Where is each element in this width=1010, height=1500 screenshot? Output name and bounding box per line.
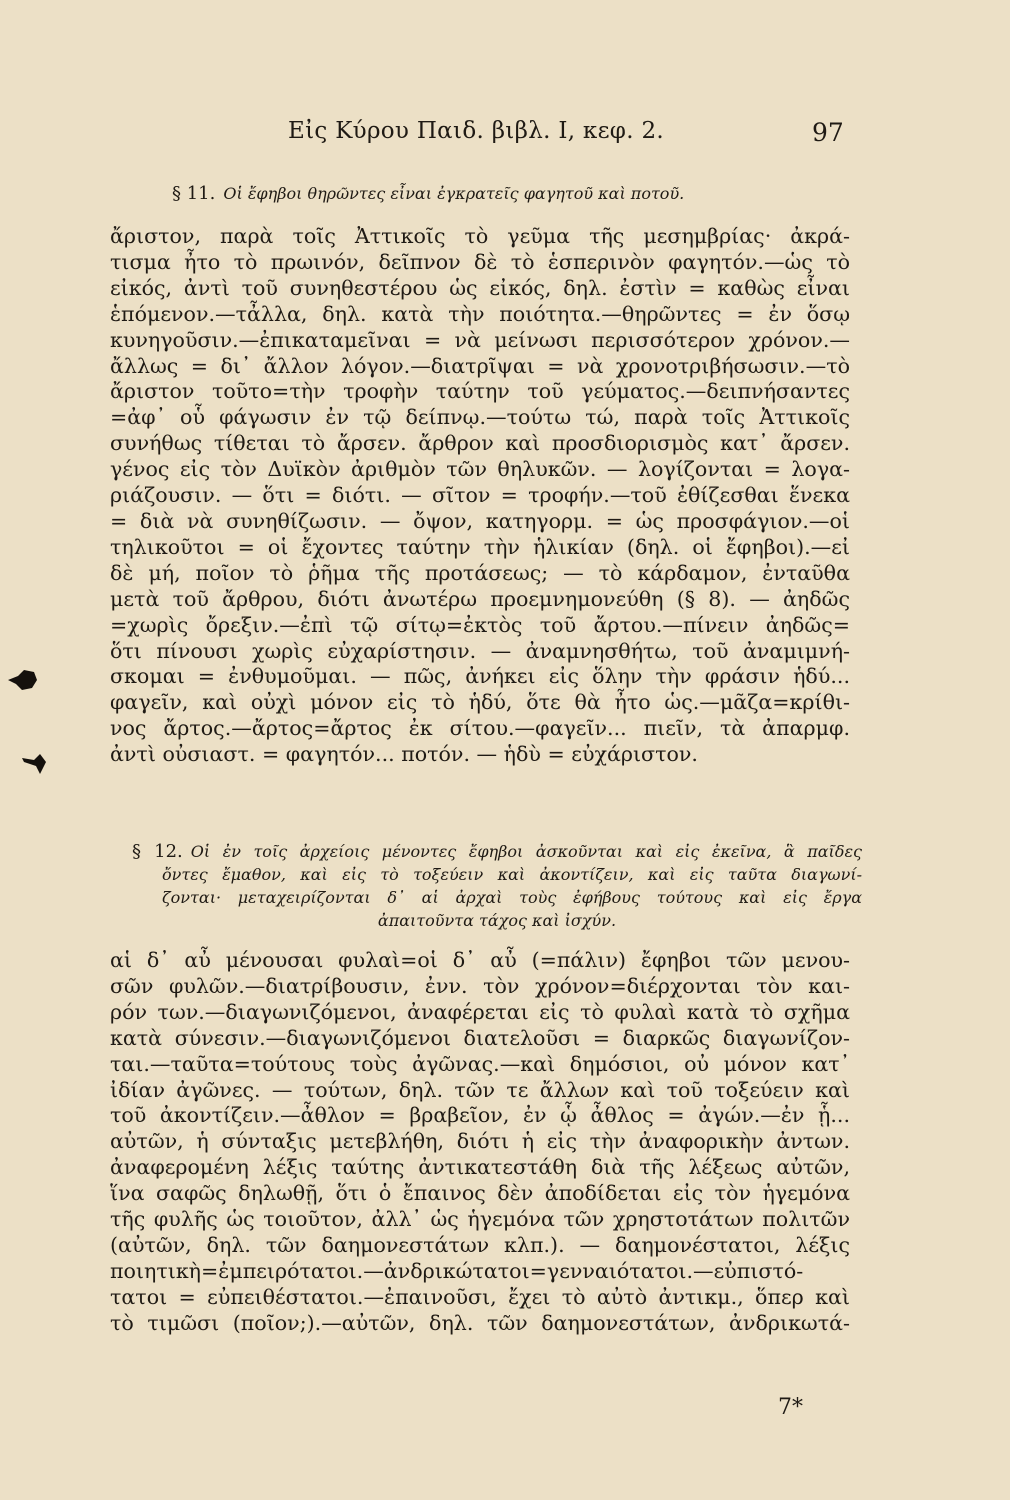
text-line: ἄριστον τοῦτο=τὴν τροφὴν ταύτην τοῦ γεύματος.—δειπνήσαντες <box>110 379 850 404</box>
text-line: ἰδίαν ἀγῶνες. — τούτων, δηλ. τῶν τε ἄλλων καὶ τοῦ τοξεύειν καὶ <box>110 1077 850 1102</box>
text-line: ἀναφερομένη λέξις ταύτης ἀντικατεστάθη διὰ τῆς λέξεως αὐτῶν, <box>110 1155 850 1180</box>
text-line: κυνηγοῦσιν.—ἐπικαταμεῖναι = νὰ μείνωσι περισσότερον χρόνον.— <box>110 327 850 352</box>
page-number: 97 <box>812 118 844 147</box>
section-12-body <box>110 948 850 1337</box>
section-11-heading-text: Οἱ ἔφηβοι θηρῶντες εἶναι ἐγκρατεῖς φαγητοῦ καὶ ποτοῦ. <box>223 184 685 203</box>
running-title: Εἰς Κύρου Παιδ. βιβλ. Ι, κεφ. 2. <box>288 118 664 144</box>
text-line: τῆς φυλῆς ὡς τοιοῦτον, ἀλλ᾽ ὡς ἡγεμόνα τῶν χρηστοτάτων πολιτῶν <box>110 1207 850 1232</box>
heading-line: ἀπαιτοῦντα τάχος καὶ ἰσχύν. <box>377 911 617 930</box>
ink-blot-icon <box>8 668 38 692</box>
text-line: ριάζουσιν. — ὅτι = διότι. — σῖτον = τροφήν.—τοῦ ἐθίζεσθαι ἕνεκα <box>110 483 850 508</box>
section-11-body <box>110 224 850 768</box>
text-line: εἰκός, ἀντὶ τοῦ συνηθεστέρου ὡς εἰκός, δηλ. ἐστὶν = καθὼς εἶναι <box>110 275 850 300</box>
text-line: αὐτῶν, ἡ σύνταξις μετεβλήθη, διότι ἡ εἰς τὴν ἀναφορικὴν ἀντων. <box>110 1129 850 1154</box>
text-line: ποιητικὴ=ἐμπειρότατοι.—ἀνδρικώτατοι=γενναιότατοι.—εὐπιστό- <box>110 1258 804 1283</box>
text-line: τὸ τιμῶσι (ποῖον;).—αὐτῶν, δηλ. τῶν δαημονεστάτων, ἀνδρικωτά- <box>110 1310 850 1335</box>
text-line: τισμα ἦτο τὸ πρωινόν, δεῖπνον δὲ τὸ ἑσπερινὸν φαγητόν.—ὡς τὸ <box>110 249 850 274</box>
text-line: (αὐτῶν, δηλ. τῶν δαημονεστάτων κλπ.). — δαημονέστατοι, λέξις <box>110 1232 850 1257</box>
heading-line: ζονται· μεταχειρίζονται δ᾽ αἱ ἀρχαὶ τοὺς ἐφήβους τούτους καὶ εἰς ἔργα <box>162 888 862 907</box>
section-12-heading <box>132 840 862 932</box>
text-line: μετὰ τοῦ ἄρθρου, διότι ἀνωτέρω προεμνημονεύθη (§ 8). — ἀηδῶς <box>110 586 850 611</box>
signature-mark: 7* <box>778 1395 803 1420</box>
text-line: γένος εἰς τὸν Δυϊκὸν ἀριθμὸν τῶν θηλυκῶν. — λογίζονται = λογα- <box>110 457 850 482</box>
text-line: =χωρὶς ὄρεξιν.—ἐπὶ τῷ σίτῳ=ἐκτὸς τοῦ ἄρτου.—πίνειν ἀηδῶς= <box>110 612 850 637</box>
text-line: ται.—ταῦτα=τούτους τοὺς ἀγῶνας.—καὶ δημόσιοι, οὐ μόνον κατ᾽ <box>110 1051 850 1076</box>
heading-line <box>132 840 862 863</box>
text-line: ἄριστον, παρὰ τοῖς Ἀττικοῖς τὸ γεῦμα τῆς μεσημβρίας· ἀκρά- <box>110 224 850 248</box>
text-line: αἱ δ᾽ αὖ μένουσαι φυλαὶ=οἱ δ᾽ αὖ (=πάλιν) ἔφηβοι τῶν μενου- <box>110 948 850 972</box>
text-line: = διὰ νὰ συνηθίζωσιν. — ὄψον, κατηγορμ. = ὡς προσφάγιον.—οἱ <box>110 508 850 533</box>
section-11-mark: § 11. <box>172 183 216 204</box>
heading-line: ὄντες ἔμαθον, καὶ εἰς τὸ τοξεύειν καὶ ἀκοντίζειν, καὶ εἰς ταῦτα διαγωνί- <box>162 865 862 884</box>
heading-line-text: Οἱ ἐν τοῖς ἀρχείοις μένοντες ἔφηβοι ἀσκοῦνται καὶ εἰς ἐκεῖνα, ἃ παῖδες <box>190 842 862 861</box>
section-11-heading <box>172 182 872 205</box>
text-line: νος ἄρτος.—ἄρτος=ἄρτος ἐκ σίτου.—φαγεῖν... πιεῖν, τὰ ἀπαρμφ. <box>110 716 850 741</box>
text-line: ἀντὶ οὐσιαστ. = φαγητόν... ποτόν. — ἡδὺ = εὐχάριστον. <box>110 742 698 767</box>
text-line: τηλικοῦτοι = οἱ ἔχοντες ταύτην τὴν ἡλικίαν (δηλ. οἱ ἔφηβοι).—εἰ <box>110 534 850 559</box>
ink-arrow-icon <box>22 752 48 776</box>
text-line: συνήθως τίθεται τὸ ἄρσεν. ἄρθρον καὶ προσδιορισμὸς κατ᾽ ἄρσεν. <box>110 431 850 456</box>
text-line: ρόν των.—διαγωνιζόμενοι, ἀναφέρεται εἰς τὸ φυλαὶ κατὰ τὸ σχῆμα <box>110 999 850 1024</box>
text-line: ὅτι πίνουσι χωρὶς εὐχαρίστησιν. — ἀναμνησθήτω, τοῦ ἀναμιμνή- <box>110 638 850 663</box>
text-line: σῶν φυλῶν.—διατρίβουσιν, ἐνν. τὸν χρόνον=διέρχονται τὸν και- <box>110 973 850 998</box>
text-line: ἵνα σαφῶς δηλωθῇ, ὅτι ὁ ἔπαινος δὲν ἀποδίδεται εἰς τὸν ἡγεμόνα <box>110 1181 850 1206</box>
text-line: =ἀφ᾽ οὗ φάγωσιν ἐν τῷ δείπνῳ.—τούτω τώ, παρὰ τοῖς Ἀττικοῖς <box>110 405 850 430</box>
text-line: δὲ μή, ποῖον τὸ ῥῆμα τῆς προτάσεως; — τὸ κάρδαμον, ἐνταῦθα <box>110 560 850 585</box>
text-line: φαγεῖν, καὶ οὐχὶ μόνον εἰς τὸ ἡδύ, ὅτε θὰ ἦτο ὡς.—μᾶζα=κρίθι- <box>110 690 850 715</box>
text-line: τοῦ ἀκοντίζειν.—ἆθλον = βραβεῖον, ἐν ᾧ ἆθλος = ἀγών.—ἐν ᾗ... <box>110 1103 850 1128</box>
text-line: τατοι = εὐπειθέστατοι.—ἐπαινοῦσι, ἔχει τὸ αὐτὸ ἀντικμ., ὅπερ καὶ <box>110 1284 850 1309</box>
text-line: σκομαι = ἐνθυμοῦμαι. — πῶς, ἀνήκει εἰς ὅλην τὴν φράσιν ἡδύ... <box>110 664 850 689</box>
section-12-mark: § 12. <box>132 841 183 862</box>
text-line: ἑπόμενον.—τἆλλα, δηλ. κατὰ τὴν ποιότητα.—θηρῶντες = ἐν ὅσῳ <box>110 301 850 326</box>
text-line: ἄλλως = δι᾽ ἄλλον λόγον.—διατρῖψαι = νὰ χρονοτριβήσωσιν.—τὸ <box>110 353 850 378</box>
text-line: κατὰ σύνεσιν.—διαγωνιζόμενοι διατελοῦσι = διαρκῶς διαγωνίζον- <box>110 1025 850 1050</box>
